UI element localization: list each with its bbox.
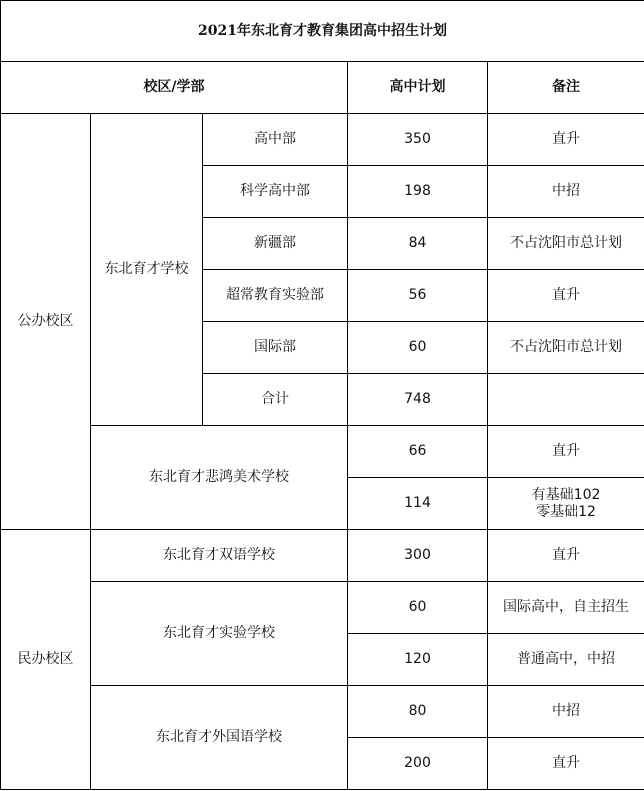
plan-count: 80	[348, 686, 488, 738]
table-row	[1, 530, 644, 582]
plan-count: 60	[348, 582, 488, 634]
plan-count: 198	[348, 166, 488, 218]
remark-line: 有基础102	[531, 486, 601, 503]
plan-count: 114	[348, 478, 488, 530]
school-name-foreign-language: 东北育才外国语学校	[91, 686, 348, 790]
dept-name: 科学高中部	[203, 166, 348, 218]
school-name-dongbei-yucai: 东北育才学校	[91, 114, 203, 426]
remark: 不占沈阳市总计划	[488, 322, 644, 374]
public-campus-label: 公办校区	[1, 114, 91, 530]
dept-name: 超常教育实验部	[203, 270, 348, 322]
dept-name-total: 合计	[203, 374, 348, 426]
plan-count: 350	[348, 114, 488, 166]
plan-count: 84	[348, 218, 488, 270]
remark: 直升	[488, 530, 644, 582]
remark: 国际高中，自主招生	[488, 582, 644, 634]
private-campus-label: 民办校区	[1, 530, 91, 790]
header-row	[1, 62, 644, 114]
header-campus: 校区/学部	[1, 62, 348, 114]
plan-count: 200	[348, 738, 488, 790]
header-plan: 高中计划	[348, 62, 488, 114]
remark: 直升	[488, 738, 644, 790]
table-row	[1, 426, 644, 478]
dept-name: 高中部	[203, 114, 348, 166]
remark: 普通高中，中招	[488, 634, 644, 686]
table-row	[1, 686, 644, 738]
remark: 中招	[488, 686, 644, 738]
table-title: 2021年东北育才教育集团高中招生计划	[1, 1, 644, 62]
header-remark: 备注	[488, 62, 644, 114]
remark: 不占沈阳市总计划	[488, 218, 644, 270]
plan-count: 300	[348, 530, 488, 582]
dept-name: 国际部	[203, 322, 348, 374]
remark: 直升	[488, 114, 644, 166]
plan-count: 60	[348, 322, 488, 374]
school-name-experimental: 东北育才实验学校	[91, 582, 348, 686]
remark	[488, 478, 644, 530]
remark: 中招	[488, 166, 644, 218]
plan-count: 120	[348, 634, 488, 686]
remark: 直升	[488, 426, 644, 478]
dept-name: 新疆部	[203, 218, 348, 270]
plan-count: 56	[348, 270, 488, 322]
remark	[488, 374, 644, 426]
plan-count-total: 748	[348, 374, 488, 426]
remark: 直升	[488, 270, 644, 322]
table-row	[1, 582, 644, 634]
school-name-beihong-art: 东北育才悲鸿美术学校	[91, 426, 348, 530]
table-row	[1, 114, 644, 166]
title-row	[1, 1, 644, 62]
plan-count: 66	[348, 426, 488, 478]
remark-line: 零基础12	[536, 503, 596, 520]
school-name-bilingual: 东北育才双语学校	[91, 530, 348, 582]
